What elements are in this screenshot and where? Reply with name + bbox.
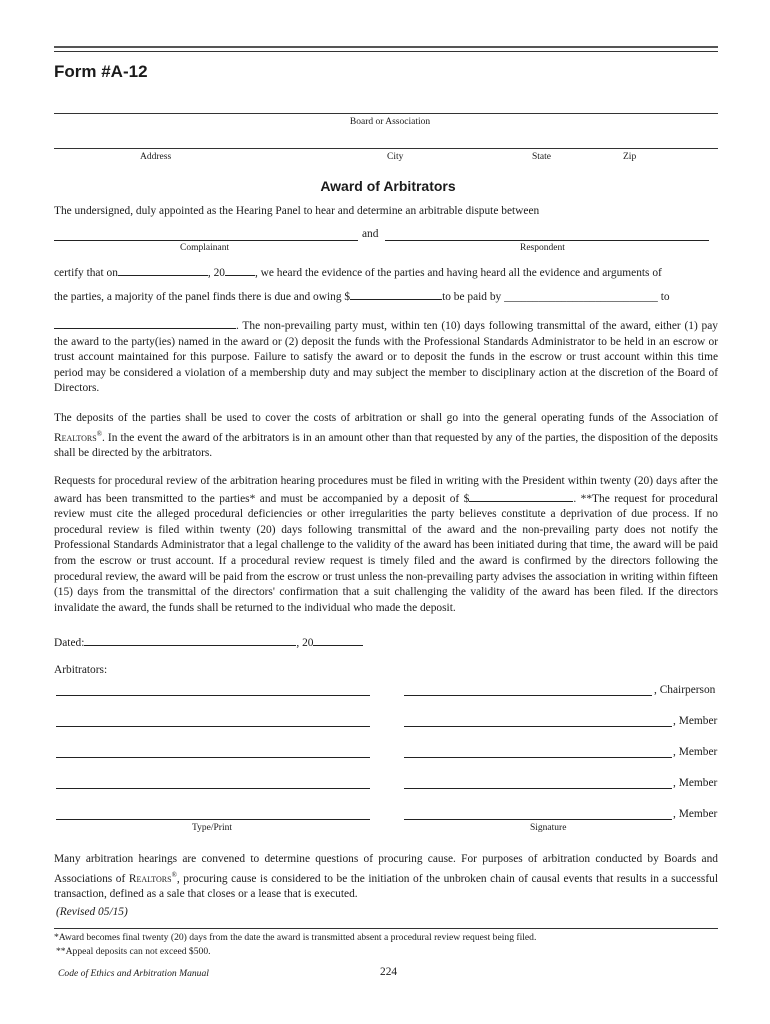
majority-line (54, 288, 670, 303)
signature-line-4[interactable] (404, 788, 672, 789)
board-label: Board or Association (349, 117, 431, 127)
intro-text: The undersigned, duly appointed as the Hearing Panel to hear and determine an arbitrable dispute between (54, 205, 540, 217)
signature-line-1[interactable] (404, 695, 652, 696)
form-title: Form #A-12 (54, 62, 148, 81)
footnote-2: **Appeal deposits can not exceed $500. (56, 946, 211, 957)
top-rule-1 (54, 46, 718, 48)
para4-part2: , procuring cause is considered to be the initiation of the unbroken chain of causal events that results in a successful transaction, defined as a sale that closes or a lease that is executed. (54, 872, 718, 900)
top-rule-2 (54, 51, 718, 52)
signature-label: Signature (530, 823, 567, 833)
signature-line-3[interactable] (404, 757, 672, 758)
dated-field[interactable] (84, 634, 296, 646)
revised-note: (Revised 05/15) (56, 906, 128, 918)
and-word: and (362, 228, 379, 240)
type-print-line-5[interactable] (56, 819, 370, 820)
certify-suffix: , we heard the evidence of the parties and having heard all the evidence and arguments of (254, 267, 662, 279)
para2-reg: ® (96, 429, 103, 438)
signature-line-2[interactable] (404, 726, 672, 727)
para2-realtors: Realtors (54, 431, 97, 444)
amount-field[interactable] (350, 288, 442, 300)
certify-year-prefix: , 20 (207, 267, 225, 279)
dated-year-field[interactable] (313, 634, 363, 646)
payee-field[interactable] (54, 317, 236, 329)
para2-part1: The deposits of the parties shall be used to cover the costs of arbitration or shall go into the general operating funds of the Association of (54, 412, 718, 424)
city-label: City (387, 152, 404, 162)
para4-realtors: Realtors (128, 872, 172, 885)
footnote-1: *Award becomes final twenty (20) days from the date the award is transmitted absent a procedural review request being filed. (54, 932, 537, 943)
zip-label: Zip (623, 152, 637, 162)
signature-line-5[interactable] (404, 819, 672, 820)
majority-prefix: the parties, a majority of the panel finds there is due and owing $ (54, 291, 351, 303)
state-label: State (532, 152, 551, 162)
type-print-line-1[interactable] (56, 695, 370, 696)
type-print-line-2[interactable] (56, 726, 370, 727)
para4-reg: ® (171, 870, 177, 879)
footnote-rule (54, 928, 718, 929)
type-print-label: Type/Print (192, 823, 232, 833)
certify-prefix: certify that on (54, 267, 118, 279)
board-line[interactable] (54, 113, 718, 114)
award-heading: Award of Arbitrators (320, 178, 456, 194)
respondent-line[interactable] (385, 240, 709, 241)
address-line[interactable] (54, 148, 718, 149)
para3-part2: . **The request for procedural review must cite the alleged procedural deficiencies or other irregularities the party believes constitute a deprivation of due process. If no procedural review is filed within twenty (20) days following transmittal of the award and the non-prevailing party does not notify the Professional Standards Administrator that a legal challenge to the validity of the award has been initiated during that time, the award will be paid from the escrow or trust account. If a procedural review request is timely filed and the award is confirmed by the directors following the procedural review, the award will be paid from the escrow or trust unless the non-prevailing party advises the association in writing within fifteen (15) days from the transmittal of the directors' confirmation that a suit challenging the validity of the award has been filed. If the directors invalidate the award, the funds shall be returned to the individual who made the deposit. (54, 492, 718, 614)
arbitrators-label: Arbitrators: (54, 664, 108, 676)
deposit-field[interactable] (469, 490, 573, 502)
paragraph-award-terms (54, 317, 718, 397)
complainant-line[interactable] (54, 240, 358, 241)
dated-line (54, 634, 363, 649)
dated-label: Dated: (54, 637, 85, 649)
certify-year-field[interactable] (225, 264, 255, 276)
page-number: 224 (380, 966, 398, 978)
dated-year-prefix: , 20 (296, 637, 314, 649)
paragraph-procuring-cause (54, 852, 718, 903)
para1-text: . The non-prevailing party must, within ten (10) days following transmittal of the award, either (1) pay the award to the party(ies) named in the award or (2) deposit the funds with the Professional Standards Administrator to be held in an escrow or trust account maintained for this purpose. Failure to satisfy the award or to deposit the funds in the escrow or trust account within this time period may be considered a violation of a membership duty and may subject the member to disciplinary action at the discretion of the Board of Directors. (54, 320, 718, 395)
role-member-4: , Member (673, 808, 718, 820)
role-member-1: , Member (673, 715, 718, 727)
type-print-line-4[interactable] (56, 788, 370, 789)
certify-date-field[interactable] (118, 264, 208, 276)
paragraph-deposits (54, 411, 718, 462)
role-member-2: , Member (673, 746, 718, 758)
complainant-label: Complainant (180, 243, 230, 253)
address-label: Address (140, 152, 172, 162)
paragraph-procedural-review (54, 474, 718, 616)
certify-line (54, 264, 662, 279)
respondent-label: Respondent (520, 243, 565, 253)
majority-middle: to be paid by ___________________________ to (442, 291, 670, 303)
footer-manual-title: Code of Ethics and Arbitration Manual (58, 968, 209, 979)
para2-part2: . In the event the award of the arbitrators is in an amount other than that requested by any of the parties, the disposition of the deposits shall be directed by the arbitrators. (54, 431, 718, 459)
type-print-line-3[interactable] (56, 757, 370, 758)
para4-part1: Many arbitration hearings are convened to determine questions of procuring cause. For purposes of arbitration conducted by Boards and Associations of (54, 853, 718, 885)
role-chairperson: , Chairperson (654, 684, 716, 696)
role-member-3: , Member (673, 777, 718, 789)
para3-part1: Requests for procedural review of the arbitration hearing procedures must be filed in writing with the President within twenty (20) days after the award has been transmitted to the parties* and must be accompanied by a deposit of $ (54, 475, 718, 505)
